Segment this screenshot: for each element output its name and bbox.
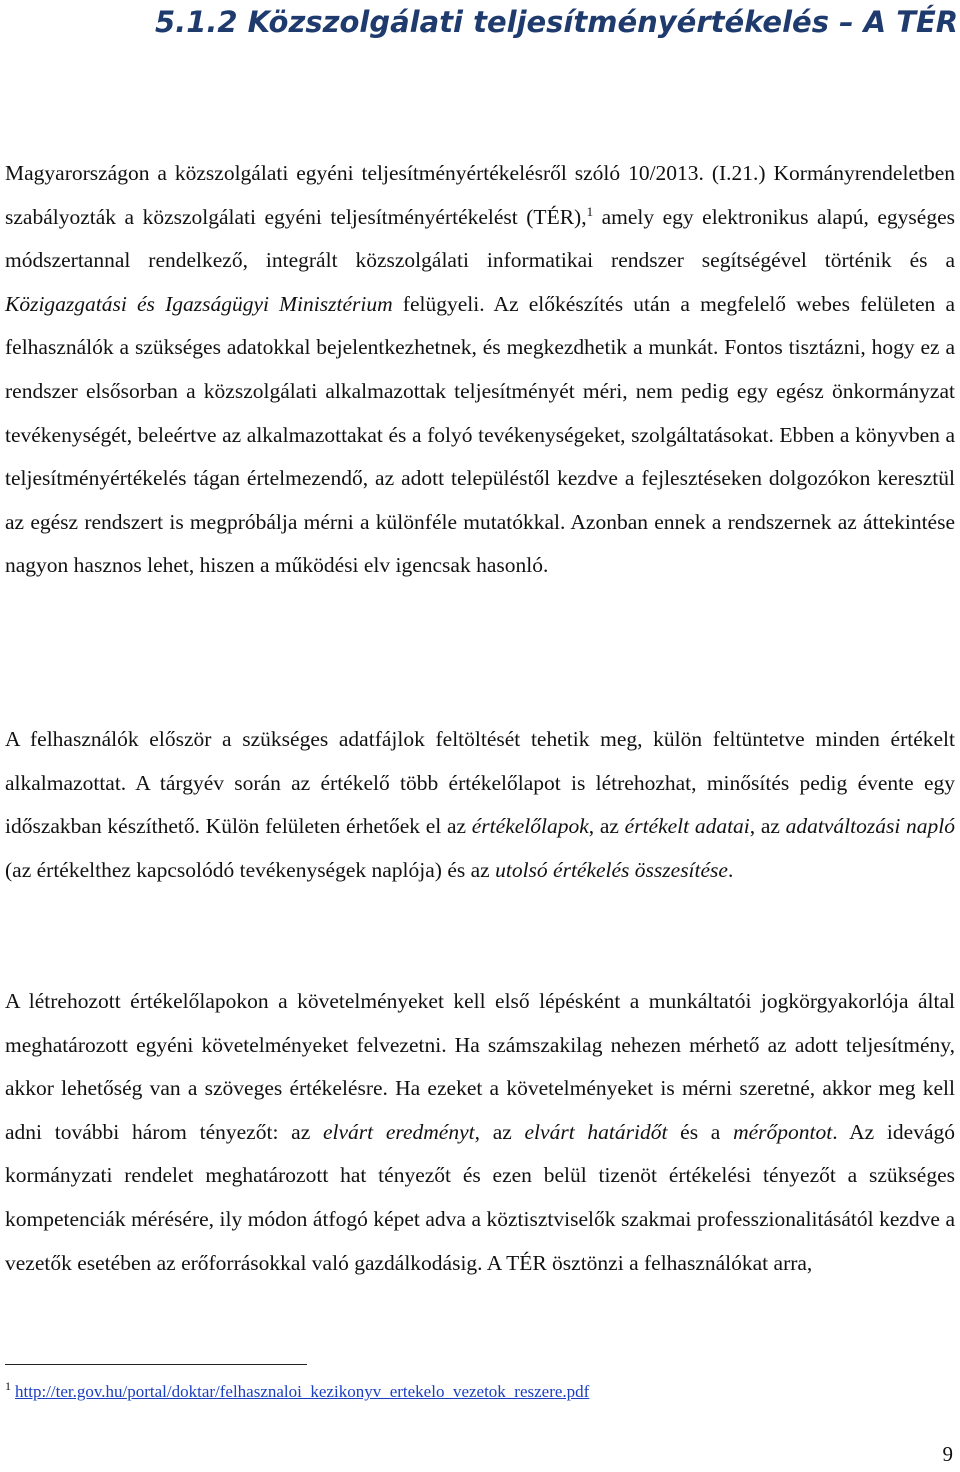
text-run: , az (474, 1119, 525, 1144)
footnote-ref[interactable]: 1 (586, 203, 594, 219)
footnote-number: 1 (5, 1379, 11, 1394)
text-run: amely egy elektronikus alapú, egységes módszertannal rendelkező, integrált közszolgálati informatikai rendszer segítségével történik és a (5, 204, 955, 273)
text-run: A létrehozott értékelőlapokon a követelményeket kell első lépésként a munkáltatói jogkörgyakorlója által meghatározott egyéni követelményeket felvezetni. Ha számszakilag nehezen mérhető az adott teljesítmény, akkor lehetőség van a szöveges értékelésre. Ha ezeket a követelményeket is mérni szeretné, akkor meg kell adni további három tényezőt: az (5, 989, 955, 1144)
italic-term: utolsó értékelés összesítése (495, 857, 728, 882)
footnote (5, 1380, 589, 1404)
text-run: (az értékelthez kapcsolódó tevékenységek naplója) és az (5, 857, 496, 882)
section-heading: 5.1.2 Közszolgálati teljesítményértékelés – A TÉR (155, 5, 959, 39)
italic-term: adatváltozási napló (785, 814, 955, 839)
footnote-divider (5, 1364, 307, 1365)
text-run: . Az idevágó kormányzati rendelet meghatározott hat tényezőt és ezen belül tizenöt értékelési tényezőt a szükséges kompetenciák mérésére, ily módon átfogó képet adva a köztisztviselők szakmai professzionalitásától kezdve a vezetők esetében az erőforrásokkal való gazdálkodásig. A TÉR ösztönzi a felhasználókat arra, (5, 1119, 955, 1275)
text-run: . (727, 857, 734, 882)
text-run: A felhasználók először a szükséges adatfájlok feltöltését tehetik meg, külön feltüntetve minden értékelt alkalmazottat. A tárgyév során az értékelő több értékelőlapot is létrehozhat, minősítés pedig évente egy időszakban készíthető. Külön felületen érhetőek el az (5, 727, 955, 839)
paragraph-intro (5, 152, 955, 588)
paragraph-requirements (5, 980, 955, 1285)
text-run: felügyeli. Az előkészítés után a megfelelő webes felületen a felhasználók a szükséges adatokkal bejelentkezhetnek, és megkezdhetik a munkát. Fontos tisztázni, hogy ez a rendszer elsősorban a közszolgálati alkalmazottak teljesítményét méri, nem pedig egy egész önkormányzat tevékenységét, beleértve az alkalmazottakat és a folyó tevékenységeket, szolgáltatásokat. Ebben a könyvben a teljesítményértékelés tágan értelmezendő, az adott településtől kezdve a fejlesztéseken dolgozókon keresztül az egész rendszert is megpróbálja mérni a különféle mutatókkal. Azonban ennek a rendszernek az áttekintése nagyon hasznos lehet, hiszen a működési elv igencsak hasonló. (5, 291, 956, 578)
paragraph-users (5, 718, 955, 892)
italic-term: értékelőlapok (471, 814, 589, 839)
text-run: és a (667, 1119, 734, 1144)
ministry-name: Közigazgatási és Igazságügyi Minisztérium (5, 291, 393, 316)
italic-term: elvárt eredményt (322, 1119, 475, 1144)
text-run: Magyarországon a közszolgálati egyéni teljesítményértékelésről szóló 10/2013. (I.21.) Kormányrendeletben szabályozták a közszolgálati egyéni teljesítményértékelést (TÉR), (5, 161, 955, 229)
text-run: , az (588, 814, 625, 839)
footnote-link[interactable]: http://ter.gov.hu/portal/doktar/felhasznaloi_kezikonyv_ertekelo_vezetok_reszere.pdf (15, 1382, 590, 1401)
text-run: , az (749, 814, 786, 839)
italic-term: értékelt adatai (624, 814, 750, 839)
italic-term: elvárt határidőt (524, 1119, 668, 1144)
italic-term: mérőpontot (733, 1119, 833, 1144)
page-number: 9 (942, 1442, 953, 1466)
